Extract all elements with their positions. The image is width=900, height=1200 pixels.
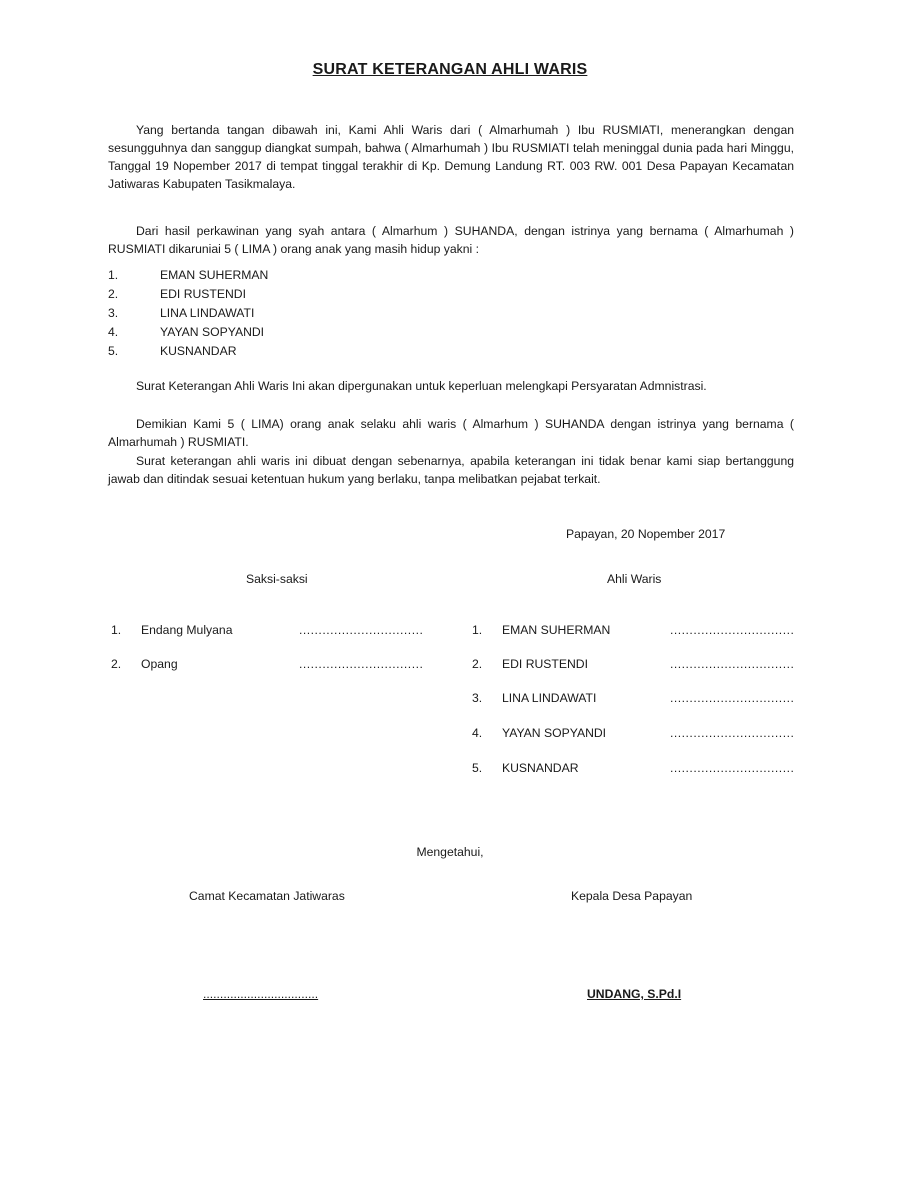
list-item (108, 285, 268, 304)
heirs-heading: Ahli Waris (607, 572, 662, 586)
village-head-title: Kepala Desa Papayan (571, 889, 693, 903)
place-date: Papayan, 20 Nopember 2017 (566, 527, 726, 541)
list-number: 1. (108, 268, 119, 282)
heir-signature-row (472, 655, 794, 673)
opening-paragraph: Yang bertanda tangan dibawah ini, Kami Ahli Waris dari ( Almarhumah ) Ibu RUSMIATI, menerangkan dengan sesungguhnya dan sanggup diangkat sumpah, bahwa ( Almarhumah ) Ibu RUSMIATI telah meninggal dunia pada hari Minggu, Tanggal 19 Nopember 2017 di tempat tinggal terakhir di Kp. Demung Landung RT. 003 RW. 001 Desa Papayan Kecamatan Jatiwaras Kabupaten Tasikmalaya. (108, 123, 794, 191)
declaration-paragraph: Demikian Kami 5 ( LIMA) orang anak selaku ahli waris ( Almarhum ) SUHANDA dengan istrinya yang bernama ( Almarhumah ) RUSMIATI. (108, 417, 794, 449)
signature-line: ................................ (670, 726, 795, 740)
heir-name: YAYAN SOPYANDI (160, 325, 265, 339)
acknowledged-label: Mengetahui, (416, 845, 484, 859)
row-number: 4. (472, 726, 483, 740)
signature-line: ................................ (670, 691, 795, 705)
list-number: 3. (108, 306, 119, 320)
heir-signature-row (472, 759, 794, 777)
list-item (108, 342, 268, 361)
witness-row (111, 621, 423, 639)
heir-name: LINA LINDAWATI (160, 306, 255, 320)
witness-name: Endang Mulyana (141, 623, 233, 637)
row-number: 1. (472, 623, 483, 637)
list-number: 2. (108, 287, 119, 301)
heir-name: LINA LINDAWATI (502, 691, 597, 705)
heir-signature-row (472, 689, 794, 707)
heir-name: YAYAN SOPYANDI (502, 726, 607, 740)
district-head-title: Camat Kecamatan Jatiwaras (189, 889, 345, 903)
heir-list (108, 266, 268, 361)
witness-name: Opang (141, 657, 178, 671)
witness-row (111, 655, 423, 673)
signature-line: ................................ (299, 657, 424, 671)
heir-name: EDI RUSTENDI (160, 287, 246, 301)
signature-line: ................................ (299, 623, 424, 637)
signature-line: ................................ (670, 761, 795, 775)
statement-paragraph: Surat keterangan ahli waris ini dibuat dengan sebenarnya, apabila keterangan ini tidak benar kami siap bertanggung jawab dan ditindak sesuai ketentuan hukum yang berlaku, tanpa melibatkan pejabat terkait. (108, 454, 794, 486)
marriage-paragraph: Dari hasil perkawinan yang syah antara ( Almarhum ) SUHANDA, dengan istrinya yang bernama ( Almarhumah ) RUSMIATI dikaruniai 5 ( LIMA ) orang anak yang masih hidup yakni : (108, 224, 794, 256)
signature-line: ................................ (670, 657, 795, 671)
list-item (108, 304, 268, 323)
heir-signature-row (472, 724, 794, 742)
heir-name: KUSNANDAR (502, 761, 579, 775)
village-head-name: UNDANG, S.Pd.I (587, 987, 682, 1001)
district-head-signature-line: .................................. (203, 987, 319, 1001)
heir-name: EMAN SUHERMAN (160, 268, 269, 282)
heir-name: KUSNANDAR (160, 344, 237, 358)
heir-name: EDI RUSTENDI (502, 657, 588, 671)
document-title: SURAT KETERANGAN AHLI WARIS (312, 61, 588, 78)
signature-line: ................................ (670, 623, 795, 637)
row-number: 3. (472, 691, 483, 705)
list-item (108, 266, 268, 285)
heir-signature-row (472, 621, 794, 639)
row-number: 2. (472, 657, 483, 671)
row-number: 5. (472, 761, 483, 775)
purpose-paragraph: Surat Keterangan Ahli Waris Ini akan dipergunakan untuk keperluan melengkapi Persyaratan Admnistrasi. (136, 379, 707, 393)
row-number: 2. (111, 657, 122, 671)
list-item (108, 323, 268, 342)
list-number: 4. (108, 325, 119, 339)
heir-name: EMAN SUHERMAN (502, 623, 611, 637)
row-number: 1. (111, 623, 122, 637)
witnesses-heading: Saksi-saksi (246, 572, 308, 586)
list-number: 5. (108, 344, 119, 358)
